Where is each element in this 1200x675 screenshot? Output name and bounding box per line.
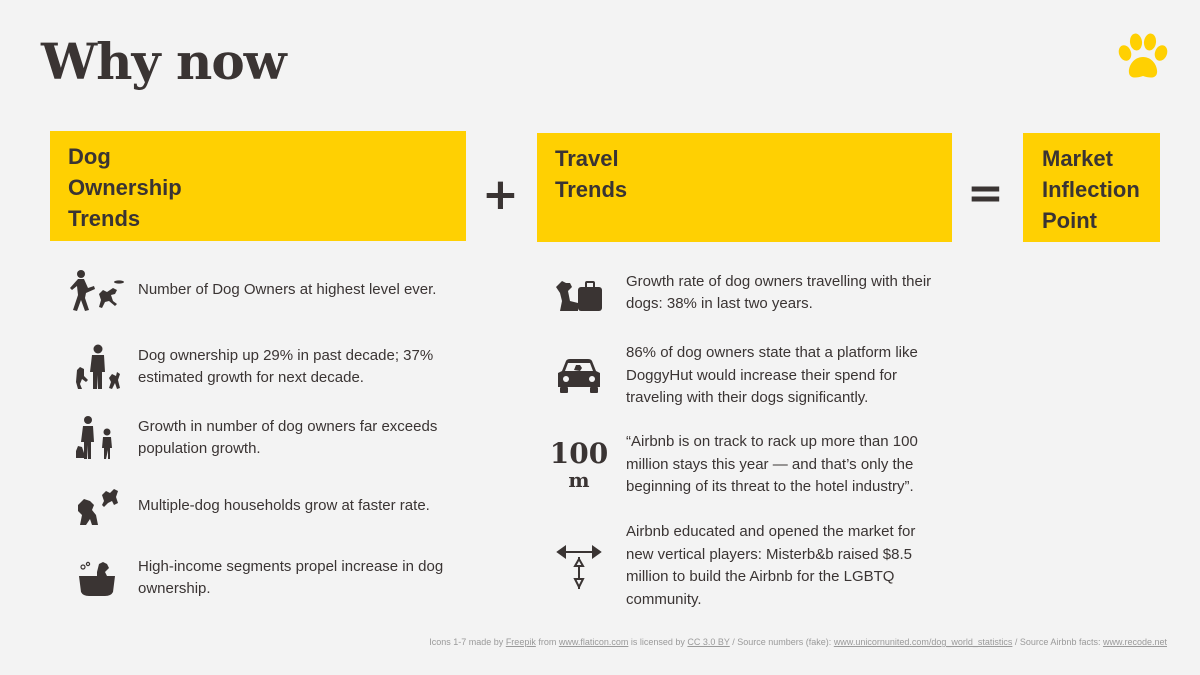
box-line: Ownership [68, 175, 182, 200]
box-line: Trends [555, 177, 628, 202]
freepik-link[interactable]: Freepik [505, 637, 536, 647]
dog-with-suitcase-icon [548, 268, 610, 318]
person-throwing-frisbee-dog-icon [66, 265, 128, 315]
footer-text: from [535, 637, 559, 647]
list-item [66, 481, 448, 531]
equals-operator: = [967, 168, 1004, 219]
footer-text: / Source numbers (fake): [729, 637, 834, 647]
travel-trend-text: 86% of dog owners state that a platform like DoggyHut would increase their spend for traveling with their dogs significantly. [626, 344, 918, 406]
box-line: Trends [68, 206, 141, 231]
paw-logo-icon [1117, 33, 1169, 81]
source-airbnb-link[interactable]: www.recode.net [1102, 637, 1167, 647]
dog-ownership-trends-box [50, 131, 466, 241]
list-item [548, 521, 946, 611]
list-item [548, 431, 946, 499]
hundred-million-label [548, 436, 610, 492]
box-line: Inflection [1042, 177, 1140, 202]
hundred-number: 100 [549, 436, 609, 470]
dog-trend-text: High-income segments propel increase in dog ownership. [138, 557, 444, 597]
people-with-dog-icon [66, 413, 128, 463]
list-item [66, 342, 448, 392]
dog-trend-text: Multiple-dog households grow at faster rate. [138, 496, 430, 514]
car-with-dog-icon [548, 351, 610, 401]
footer-text: / Source Airbnb facts: [1012, 637, 1103, 647]
box-line: Market [1042, 146, 1113, 171]
box-line: Point [1042, 208, 1097, 233]
footer-text: is licensed by [628, 637, 688, 647]
box-line: Travel [555, 146, 619, 171]
expand-arrows-icon [548, 541, 610, 591]
source-numbers-link[interactable]: www.unicornunited.com/dog_world_statistics [833, 637, 1013, 647]
travel-trends-box [537, 133, 952, 242]
list-item [66, 413, 448, 463]
travel-trend-text: Growth rate of dog owners travelling with their dogs: 38% in last two years. [626, 272, 932, 312]
flaticon-link[interactable]: www.flaticon.com [558, 637, 629, 647]
footer-credits [429, 637, 1167, 647]
dog-bath-icon [66, 553, 128, 603]
person-with-dogs-icon [66, 342, 128, 392]
list-item [66, 553, 448, 603]
travel-trend-text: Airbnb educated and opened the market for new vertical players: Misterb&b raised $8.5 million to build the Airbnb for the LGBTQ community. [626, 523, 916, 608]
dog-trend-text: Number of Dog Owners at highest level ever. [138, 280, 437, 298]
license-link[interactable]: CC 3.0 BY [687, 637, 730, 647]
market-inflection-point-box [1023, 133, 1160, 242]
list-item [66, 265, 448, 315]
hundred-unit: m [568, 467, 590, 492]
page-title: Why now [41, 32, 286, 91]
dog-trend-text: Dog ownership up 29% in past decade; 37% estimated growth for next decade. [138, 346, 434, 386]
footer-text: Icons 1-7 made by [429, 637, 506, 647]
list-item [548, 342, 946, 410]
list-item [548, 268, 946, 318]
box-line: Dog [68, 144, 111, 169]
travel-trend-text: “Airbnb is on track to rack up more than 100 million stays this year — and that’s only the beginning of its threat to the hotel industry”. [626, 433, 918, 495]
dog-trend-text: Growth in number of dog owners far exceeds population growth. [138, 417, 438, 457]
multiple-dogs-icon [66, 481, 128, 531]
plus-operator: + [482, 169, 519, 220]
